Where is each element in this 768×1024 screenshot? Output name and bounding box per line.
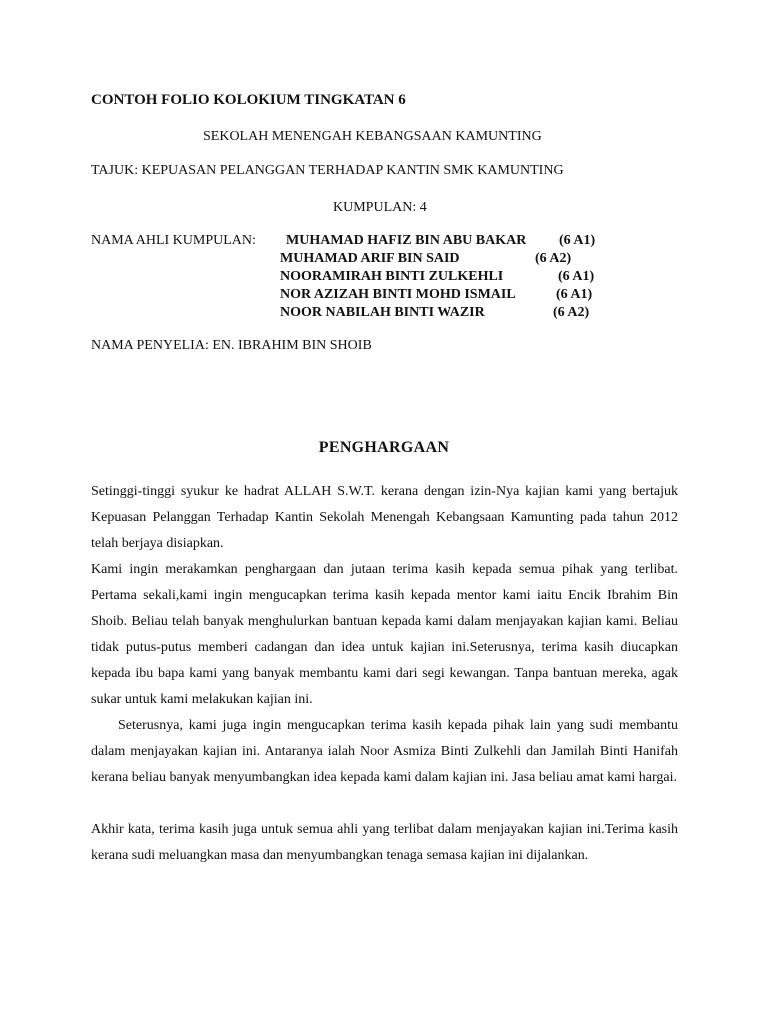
member-class-5: (6 A2) [553, 305, 590, 320]
member-class-3: (6 A1) [558, 269, 595, 284]
supervisor-line: NAMA PENYELIA: EN. IBRAHIM BIN SHOIB [91, 338, 372, 353]
section-heading: PENGHARGAAN [318, 439, 450, 456]
members-label: NAMA AHLI KUMPULAN: [91, 233, 256, 248]
document-title: CONTOH FOLIO KOLOKIUM TINGKATAN 6 [91, 92, 406, 108]
paragraph-2: Kami ingin merakamkan penghargaan dan jutaan terima kasih kepada semua pihak yang terlibat. Pertama sekali,kami ingin mengucapkan terima kasih kepada mentor kami iaitu Encik Ibrahim Bin Shoib. Beliau telah banyak menghulurkan bantuan kepada kami dalam menjayakan kajian kami. Beliau tidak putus-putus memberi cadangan dan idea untuk kajian ini.Seterusnya, terima kasih diucapkan kepada ibu bapa kami yang banyak membantu kami dari segi kewangan. Tanpa bantuan mereka, agak sukar untuk kami melakukan kajian ini. [91, 562, 678, 707]
paragraph-1: Setinggi-tinggi syukur ke hadrat ALLAH S.W.T. kerana dengan izin-Nya kajian kami yang bertajuk Kepuasan Pelanggan Terhadap Kantin Sekolah Menengah Kebangsaan Kamunting pada tahun 2012 telah berjaya disiapkan. [91, 484, 678, 551]
group-number: KUMPULAN: 4 [333, 200, 427, 215]
member-name-5: NOOR NABILAH BINTI WAZIR [280, 305, 485, 320]
member-name-4: NOR AZIZAH BINTI MOHD ISMAIL [280, 287, 516, 302]
paragraph-3: Seterusnya, kami juga ingin mengucapkan terima kasih kepada pihak lain yang sudi membantu dalam menjayakan kajian ini. Antaranya ialah Noor Asmiza Binti Zulkehli dan Jamilah Binti Hanifah kerana beliau banyak menyumbangkan idea kepada kami dalam kajian ini. Jasa beliau amat kami hargai. [91, 718, 678, 785]
paragraph-4: Akhir kata, terima kasih juga untuk semua ahli yang terlibat dalam menjayakan kajian ini.Terima kasih kerana sudi meluangkan masa dan menyumbangkan tenaga semasa kajian ini dijalankan. [91, 822, 678, 863]
member-name-3: NOORAMIRAH BINTI ZULKEHLI [280, 269, 504, 284]
member-class-1: (6 A1) [559, 233, 596, 248]
member-class-2: (6 A2) [535, 251, 572, 266]
school-name: SEKOLAH MENENGAH KEBANGSAAN KAMUNTING [203, 129, 542, 144]
member-class-4: (6 A1) [556, 287, 593, 302]
member-name-2: MUHAMAD ARIF BIN SAID [280, 251, 460, 266]
member-name-1: MUHAMAD HAFIZ BIN ABU BAKAR [286, 233, 527, 248]
topic-line: TAJUK: KEPUASAN PELANGGAN TERHADAP KANTIN SMK KAMUNTING [91, 163, 564, 178]
